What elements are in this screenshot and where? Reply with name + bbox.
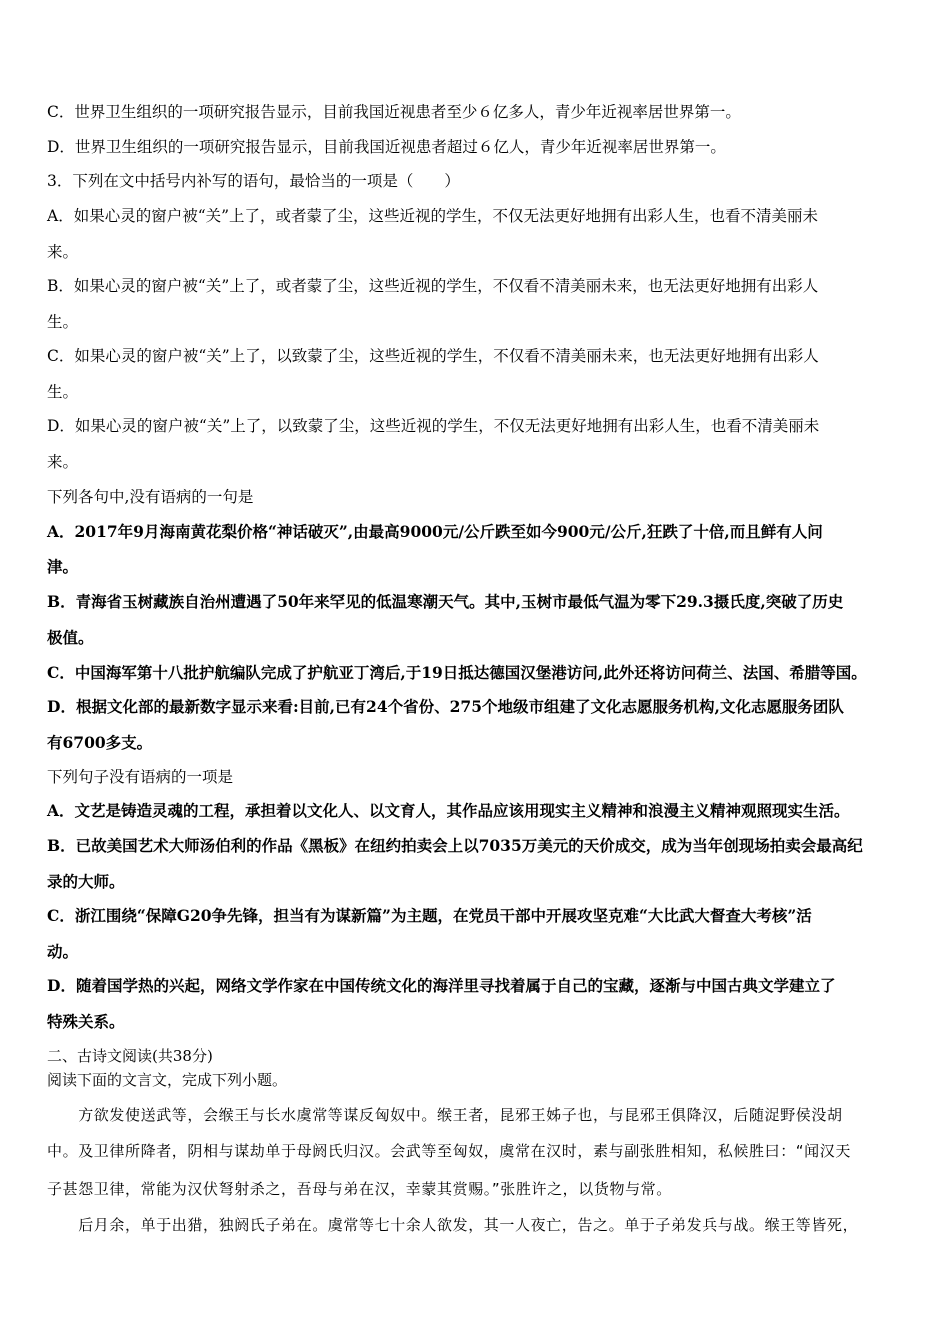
passage-p1-line2: 中。及卫律所降者，阴相与谋劫单于母阏氏归汉。会武等至匈奴，虞常在汉时，素与副张胜相知，私候胜曰：“闻汉天 <box>47 1142 851 1160</box>
q3-option-a-line2: 来。 <box>47 243 79 261</box>
q4-option-b-line2: 极值。 <box>47 628 94 647</box>
q5-option-c-line2: 动。 <box>47 942 79 961</box>
q4-option-a-line2: 津。 <box>47 557 79 576</box>
q5-option-c-line1: C．浙江围绕“保障G20争先锋，担当有为谋新篇”为主题，在党员干部中开展攻坚克难“大比武大督查大考核”活 <box>47 906 812 925</box>
q4-option-a-line1: A．2017年9月海南黄花梨价格“神话破灭”,由最高9000元/公斤跌至如今900元/公斤,狂跌了十倍,而且鲜有人问 <box>47 522 823 541</box>
section-instruction: 阅读下面的文言文，完成下列小题。 <box>47 1071 288 1089</box>
q4-option-d-line1: D．根据文化部的最新数字显示来看:目前,已有24个省份、275个地级市组建了文化志愿服务机构,文化志愿服务团队 <box>47 697 844 716</box>
q4-option-b-line1: B．青海省玉树藏族自治州遭遇了50年来罕见的低温寒潮天气。其中,玉树市最低气温为零下29.3摄氏度,突破了历史 <box>47 592 844 611</box>
passage-p2-line1: 后月余，单于出猎，独阏氏子弟在。虞常等七十余人欲发，其一人夜亡，告之。单于子弟发兵与战。缑王等皆死， <box>47 1216 859 1234</box>
q3-option-a-line1: A．如果心灵的窗户被“关”上了，或者蒙了尘，这些近视的学生，不仅无法更好地拥有出彩人生，也看不清美丽未 <box>47 207 819 225</box>
q5-option-b-line1: B．已故美国艺术大师汤伯利的作品《黑板》在纽约拍卖会上以7035万美元的天价成交，成为当年创现场拍卖会最高纪 <box>47 836 863 855</box>
q3-option-b-line2: 生。 <box>47 313 79 331</box>
passage-p1-line1: 方欲发使送武等，会缑王与长水虞常等谋反匈奴中。缑王者，昆邪王姊子也，与昆邪王俱降汉，后随浞野侯没胡 <box>47 1106 843 1124</box>
q5-option-d-line2: 特殊关系。 <box>47 1012 125 1031</box>
q2-option-c: C．世界卫生组织的一项研究报告显示，目前我国近视患者至少６亿多人，青少年近视率居世界第一。 <box>47 103 741 121</box>
passage-p1-line3: 子甚怨卫律，常能为汉伏弩射杀之，吾母与弟在汉，幸蒙其赏赐。”张胜许之，以货物与常。 <box>47 1180 672 1198</box>
q2-option-d: D．世界卫生组织的一项研究报告显示，目前我国近视患者超过６亿人，青少年近视率居世界第一。 <box>47 138 726 156</box>
q3-option-d-line2: 来。 <box>47 453 79 471</box>
q3-option-c-line2: 生。 <box>47 383 79 401</box>
q3-option-d-line1: D．如果心灵的窗户被“关”上了，以致蒙了尘，这些近视的学生，不仅无法更好地拥有出彩人生，也看不清美丽未 <box>47 417 820 435</box>
q3-option-c-line1: C．如果心灵的窗户被“关”上了，以致蒙了尘，这些近视的学生，不仅看不清美丽未来，也无法更好地拥有出彩人 <box>47 347 819 365</box>
section-title: 二、古诗文阅读(共38分) <box>47 1047 213 1065</box>
q3-stem: 3．下列在文中括号内补写的语句，最恰当的一项是（ ） <box>47 172 460 190</box>
q5-option-b-line2: 录的大师。 <box>47 872 125 891</box>
q4-stem: 下列各句中,没有语病的一句是 <box>47 488 254 506</box>
q5-option-a-line1: A．文艺是铸造灵魂的工程，承担着以文化人、以文育人，其作品应该用现实主义精神和浪漫主义精神观照现实生活。 <box>47 801 850 820</box>
q3-option-b-line1: B．如果心灵的窗户被“关”上了，或者蒙了尘，这些近视的学生，不仅看不清美丽未来，也无法更好地拥有出彩人 <box>47 277 819 295</box>
q4-option-d-line2: 有6700多支。 <box>47 733 153 752</box>
q5-option-d-line1: D．随着国学热的兴起，网络文学作家在中国传统文化的海洋里寻找着属于自己的宝藏，逐渐与中国古典文学建立了 <box>47 976 836 995</box>
q4-option-c-line1: C．中国海军第十八批护航编队完成了护航亚丁湾后,于19日抵达德国汉堡港访问,此外还将访问荷兰、法国、希腊等国。 <box>47 663 867 682</box>
q5-stem: 下列句子没有语病的一项是 <box>47 768 234 786</box>
